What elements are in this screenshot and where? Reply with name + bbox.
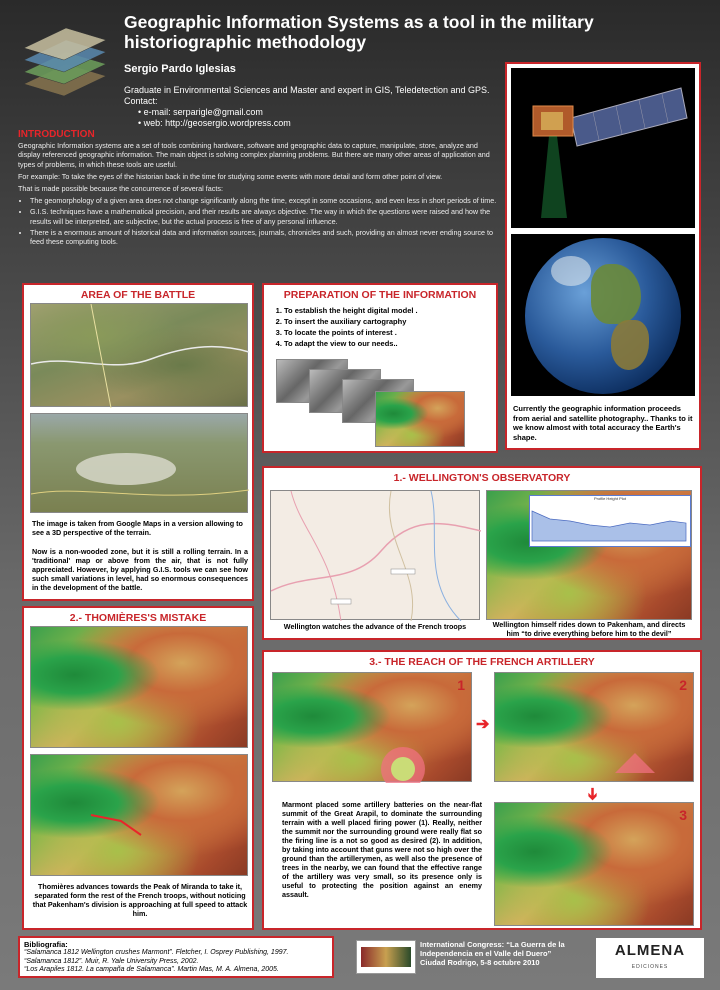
wellington-title: 1.- WELLINGTON'S OBSERVATORY xyxy=(393,472,571,484)
bibliography-heading: Bibliografia: xyxy=(24,940,68,949)
affiliation xyxy=(124,85,504,129)
contact-label: Contact: xyxy=(124,96,158,106)
artillery-title: 3.- THE REACH OF THE FRENCH ARTILLERY xyxy=(369,656,595,668)
area-of-battle-panel xyxy=(22,283,254,601)
bibliography-ref-2: “Salamanca 1812”. Muir, R. Yale University Press, 2002. xyxy=(24,957,199,965)
satellite-panel xyxy=(505,62,701,450)
introduction-section xyxy=(18,130,502,248)
thomieres-panel xyxy=(22,606,254,930)
thomieres-map-2 xyxy=(30,754,248,876)
wellington-panel xyxy=(262,466,702,640)
poster-title: Geographic Information Systems as a tool in the military historiographic methodology xyxy=(124,12,594,52)
artillery-map-1 xyxy=(272,672,472,782)
earth-image xyxy=(511,234,695,396)
intro-paragraph-1: Geographic Information systems are a set of tools combining hardware, software and geographic data to capture, manipulate, store, analyze and display referenced geographic information. The main object is solving complex planning problems. But there are many other areas of application and types of problems, in which these tools are useful. xyxy=(18,141,490,169)
dem-layer-final xyxy=(375,391,465,447)
bibliography-ref-3: “Los Arapiles 1812. La campaña de Salamanca”. Martin Mas, M. A. Almena, 2005. xyxy=(24,966,279,973)
contact-web[interactable]: • web: http://geosergio.wordpress.com xyxy=(138,118,291,128)
wellington-caption-left: Wellington watches the advance of the French troops xyxy=(283,622,467,631)
list-item: 3. To locate the points of interest . xyxy=(284,327,504,338)
map-number-2: 2 xyxy=(679,677,687,693)
arrow-right-icon: ➔ xyxy=(476,716,490,733)
map-number-3: 3 xyxy=(679,807,687,823)
thomieres-map-1 xyxy=(30,626,248,748)
bibliography-panel xyxy=(18,936,334,978)
almena-logo xyxy=(596,938,704,978)
chart-title: Profile Height Plot xyxy=(593,496,626,501)
introduction-heading: INTRODUCTION xyxy=(18,129,95,140)
height-profile-chart xyxy=(529,495,691,547)
artillery-map-2 xyxy=(494,672,694,782)
intro-facts-list xyxy=(30,196,502,246)
preparation-panel xyxy=(262,283,498,453)
list-item: • G.I.S. techniques have a mathematical precision, and their results are always objective. The way in which the questions were raised and how the results will be interpreted, are subjective, but the actual process is free of any personal influence. xyxy=(30,207,502,225)
artillery-panel xyxy=(262,650,702,930)
map-number-1: 1 xyxy=(457,677,465,693)
intro-paragraph-2: For example: To take the eyes of the historian back in the time for studying some events with more detail and form other point of view. xyxy=(18,171,443,181)
congress-date: Ciudad Rodrigo, 5-8 octubre 2010 xyxy=(420,958,540,967)
list-item: • The geomorphology of a given area does not change significantly along the time, except in some occasions, and even less in short periods of time. xyxy=(30,196,502,205)
arrow-down-icon: ➔ xyxy=(583,787,601,801)
artillery-text: Marmont placed some artillery batteries on the near-flat summit of the Great Arapil, to dominate the surrounding terrain with a well placed firing power (1). Really, neither the summit nor the surrounding ground were really flat so the firing line is a not so good as desired (2). In addition, by taking into account that guns were not so high over the ground than the artillerymen, as well also the presence of trees in the nearby, we can found that the effective range of the artillery was very small, so its presence only is useful to protecting the position against an enemy assault. xyxy=(282,800,482,899)
list-item: • There is a enormous amount of historical data and information sources, journals, chronicles and such, providing an almost never ending source to feed these computing tools. xyxy=(30,228,502,246)
satellite-caption: Currently the geographic information proceeds from aerial and satellite photography.. Thanks to it we know almost with total accuracy the Earth's shape. xyxy=(513,404,693,442)
intro-paragraph-3: That is made possible because the concurrence of several facts: xyxy=(18,184,223,194)
list-item: 1. To establish the height digital model . xyxy=(284,305,504,316)
thomieres-caption: Thomières advances towards the Peak of Miranda to take it, separated form the rest of the French troops, without noticing that Pakenham's division is approaching at full speed to attack him. xyxy=(32,882,248,918)
wellington-caption-right: Wellington himself rides down to Pakenham, and directs him “to drive everything before him to the devil” xyxy=(492,620,686,638)
congress-logo xyxy=(356,940,416,974)
preparation-steps xyxy=(270,305,504,349)
affiliation-text: Graduate in Environmental Sciences and Master and expert in GIS, Teledetection and GPS. xyxy=(124,85,490,95)
battle-aerial-map xyxy=(30,303,248,407)
wellington-terrain-map xyxy=(486,490,692,620)
almena-logo-text: ALMENA xyxy=(614,942,686,959)
author-name: Sergio Pardo Iglesias xyxy=(124,63,236,75)
congress-info xyxy=(420,940,586,967)
gis-layers-logo xyxy=(14,24,112,104)
thomieres-title: 2.- THOMIÈRES'S MISTAKE xyxy=(69,612,207,624)
bibliography-ref-1: “Salamanca 1812 Wellington crushes Marmont”. Fletcher, I. Osprey Publishing, 1997. xyxy=(24,949,289,956)
list-item: 2. To insert the auxiliary cartography xyxy=(284,316,504,327)
area-title: AREA OF THE BATTLE xyxy=(80,289,196,301)
battle-3d-view xyxy=(30,413,248,513)
area-text-1: The image is taken from Google Maps in a version allowing to see a 3D perspective of the terrain. xyxy=(32,519,243,537)
congress-title: International Congress: “La Guerra de la Independencia en el Valle del Duero” xyxy=(420,940,565,958)
satellite-image xyxy=(511,68,695,228)
wellington-road-map xyxy=(270,490,480,620)
area-text-2: Now is a non-wooded zone, but it is still a rolling terrain. In a 'traditional' map or above from the air, that is not fully appreciated. However, by applying G.I.S. tools we can see how such small variations in level, had so enormous consequences in the development of the battle. xyxy=(32,547,248,592)
artillery-map-3 xyxy=(494,802,694,926)
list-item: 4. To adapt the view to our needs.. xyxy=(284,338,504,349)
preparation-title: PREPARATION OF THE INFORMATION xyxy=(283,289,477,301)
contact-email[interactable]: • e-mail: serparigle@gmail.com xyxy=(138,107,263,117)
almena-logo-sub: EDICIONES xyxy=(631,964,669,970)
